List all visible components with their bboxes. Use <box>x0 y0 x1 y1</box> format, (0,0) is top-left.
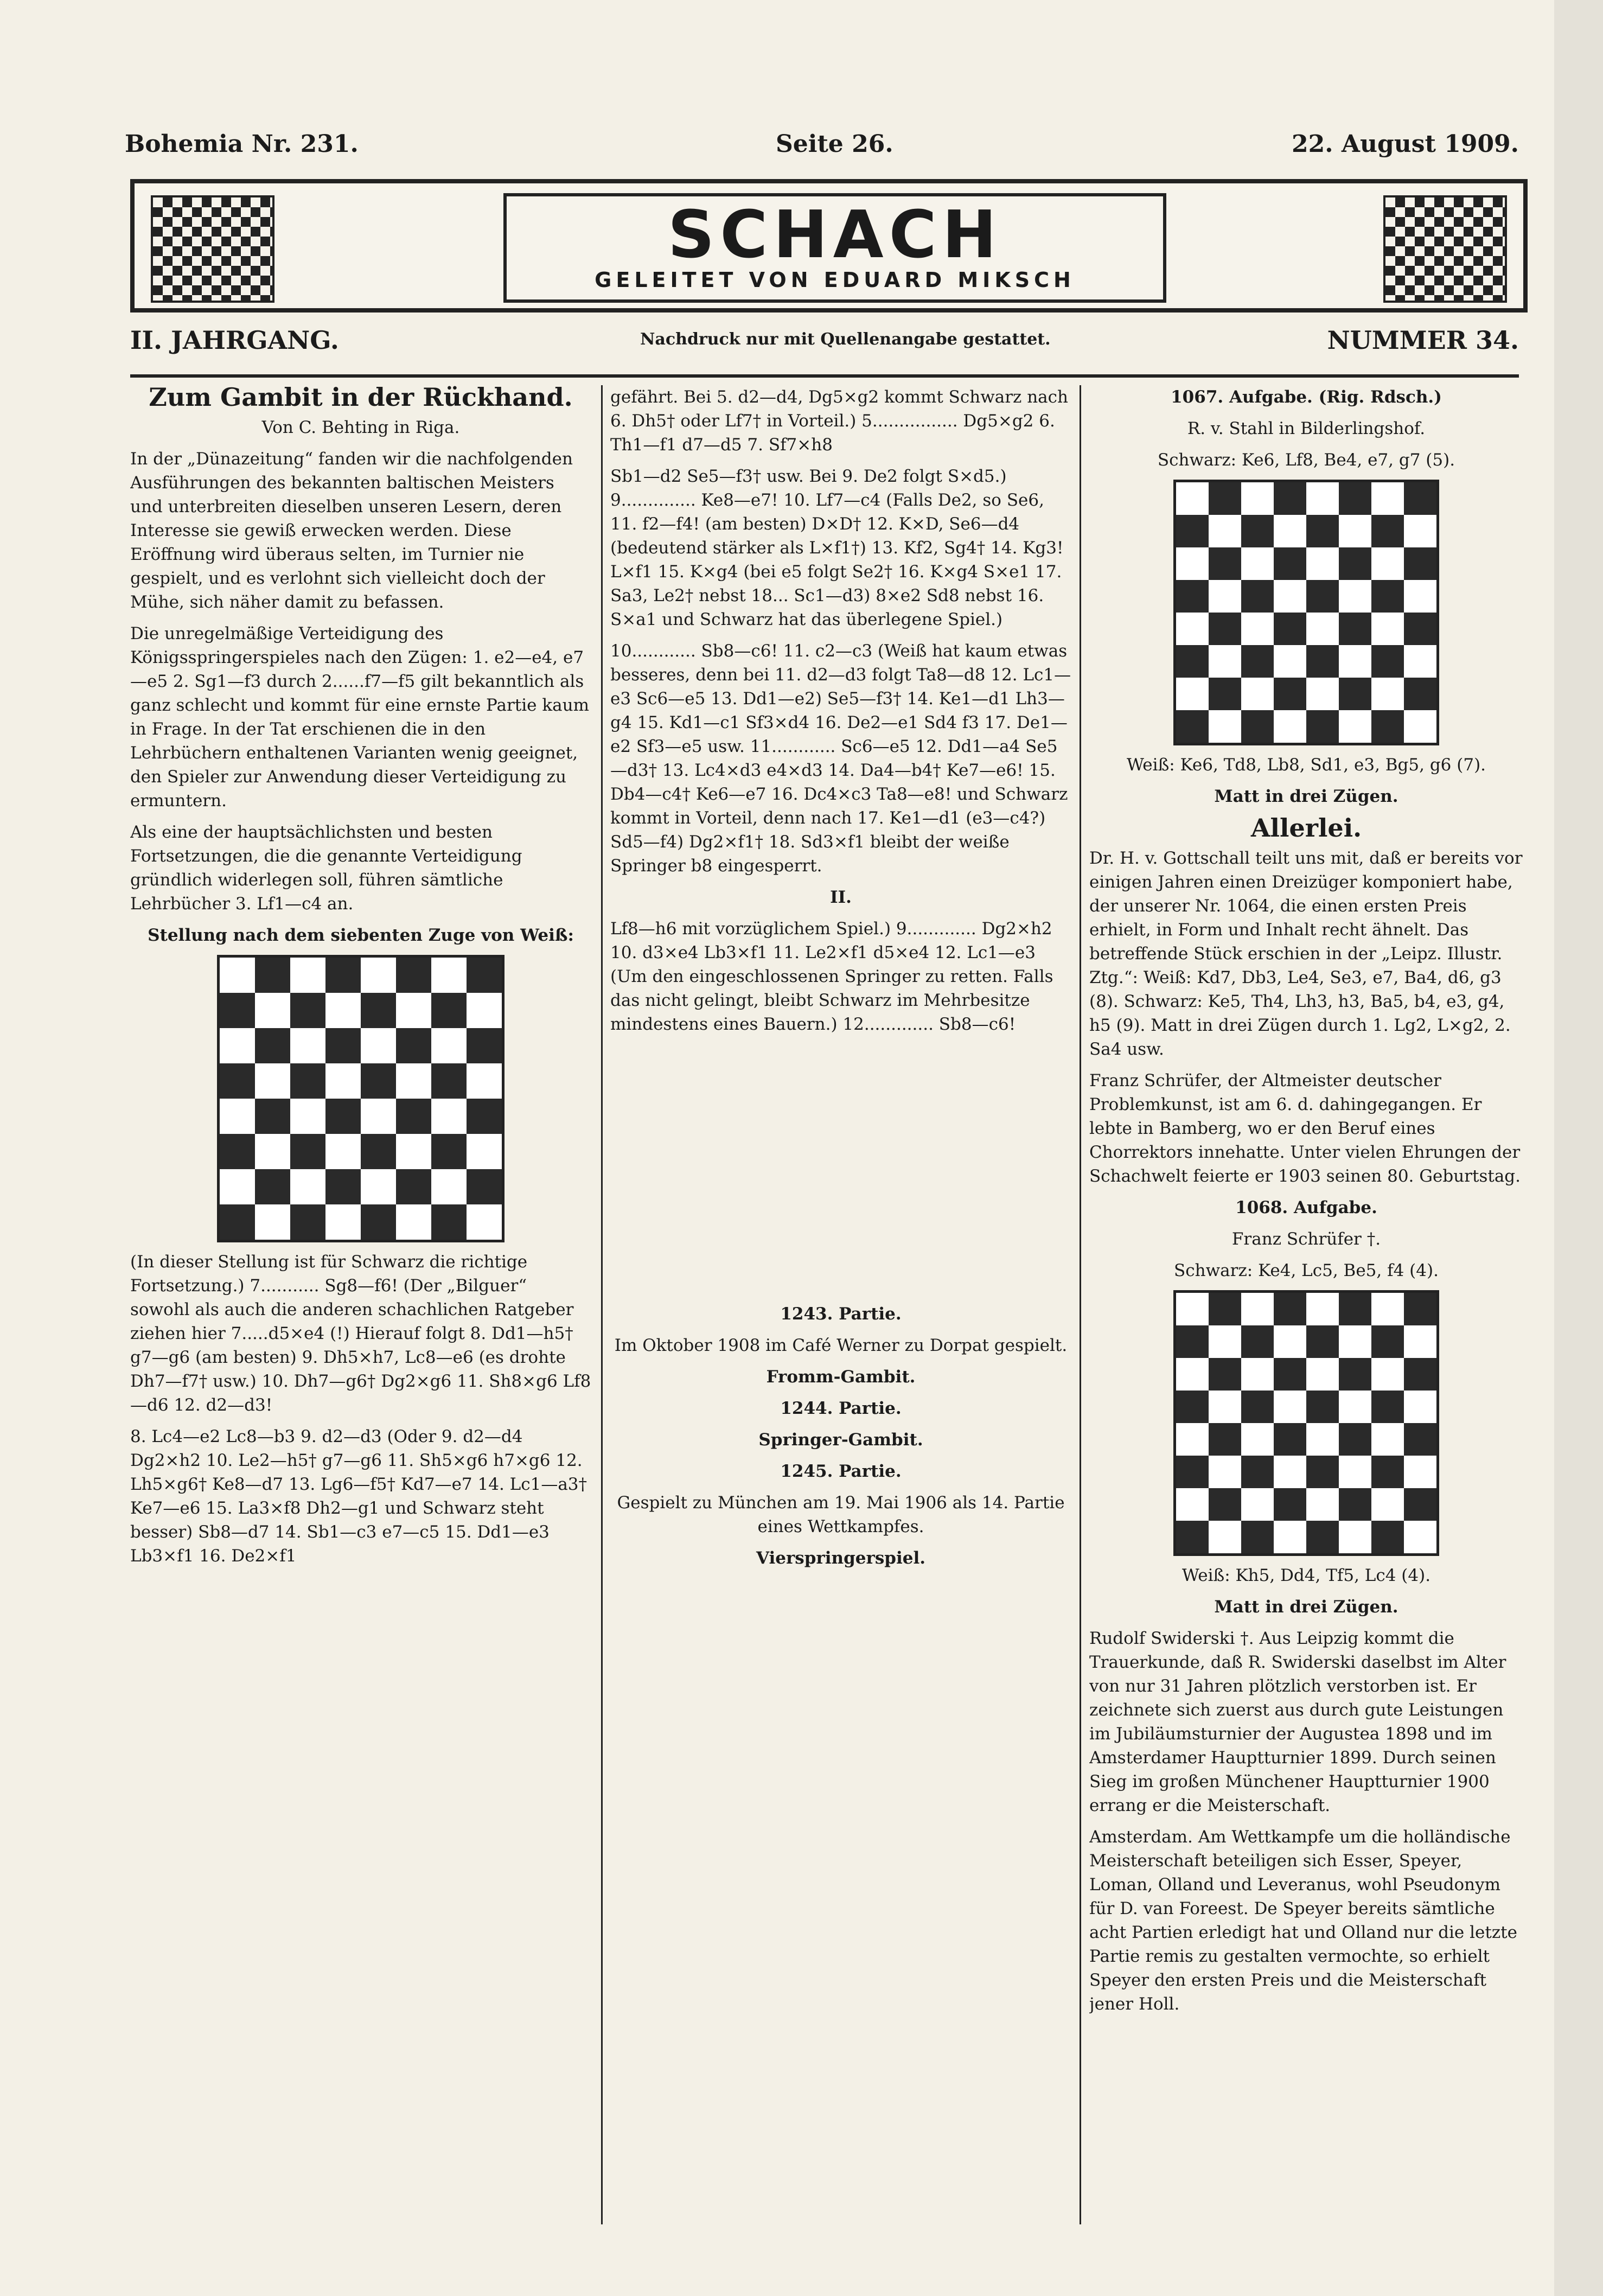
paragraph: Franz Schrüfer, der Altmeister deutscher Problemkunst, ist am 6. d. dahingegangen. Er lebte in Bamberg, wo er den Beruf eines Chorrektors innehatte. Unter vielen Ehrungen der Schachwelt feierte er 1903 seinen 80. Geburtstag. <box>1089 1071 1521 1186</box>
problem-author: R. v. Stahl in Bilderlingshof. <box>1187 419 1426 438</box>
game-heading: 1243. Partie. <box>780 1304 902 1324</box>
chess-diagram <box>1173 480 1439 745</box>
article-byline: Von C. Behting in Riga. <box>261 418 460 437</box>
game-heading: 1245. Partie. <box>780 1462 902 1481</box>
paragraph: 8. Lc4—e2 Lc8—b3 9. d2—d3 (Oder 9. d2—d4 Dg2×h2 10. Le2—h5† g7—g6 11. Sh5×g6 h7×g6 12. Lh5×g6† Ke8—d7 13. Lg6—f5† Kd7—e7 14. Lc1—a3† Ke7—e6 15. La3×f8 Dh2—g1 und Schwarz steht besser) Sb8—d7 14. Sb1—c3 e7—c5 15. Dd1—e3 Lb3×f1 16. De2×f1 <box>130 1427 587 1566</box>
paragraph: Die unregelmäßige Verteidigung des Königsspringerspieles nach den Zügen: 1. e2—e4, e7—e5 2. Sg1—f3 durch 2......f7—f5 gilt bekanntlich als ganz schlecht und kommt für eine ernste Partie kaum in Frage. In der Tat erschienen die in den Lehrbüchern enthaltenen Varianten wenig geeignet, den Spieler zur Anwendung dieser Verteidigung zu ermuntern. <box>130 624 589 811</box>
article-heading: Zum Gambit in der Rückhand. <box>149 385 573 412</box>
page-number: Seite 26. <box>776 130 893 158</box>
chessboard-ornament-right <box>1383 195 1507 303</box>
chess-diagram <box>217 955 504 1242</box>
section-editor: GELEITET VON EDUARD MIKSCH <box>595 268 1075 292</box>
opening-name: Springer-Gambit. <box>758 1430 923 1450</box>
problem-task: Matt in drei Zügen. <box>1214 1597 1398 1617</box>
number-label: NUMMER 34. <box>1327 326 1519 355</box>
game-info: Im Oktober 1908 im Café Werner zu Dorpat gespielt. <box>614 1336 1068 1355</box>
title-box <box>503 193 1166 303</box>
column-3 <box>610 1302 1071 2224</box>
problem-author: Franz Schrüfer †. <box>1231 1229 1381 1249</box>
problem-black: Schwarz: Ke6, Lf8, Be4, e7, g7 (5). <box>1157 450 1455 470</box>
paragraph: Amsterdam. Am Wettkampfe um die holländische Meisterschaft beteiligen sich Esser, Speyer, Loman, Olland und Leveranus, wohl Pseudonym für D. van Foreest. De Speyer bereits sämtliche acht Partien erledigt hat und Olland nur die letzte Partie remis zu gestalten vermochte, so erhielt Speyer den ersten Preis und die Meisterschaft jener Holl. <box>1089 1827 1517 2014</box>
paragraph: (In dieser Stellung ist für Schwarz die richtige Fortsetzung.) 7........... Sg8—f6! (Der „Bilguer“ sowohl als auch die anderen schachlichen Ratgeber ziehen hier 7.....d5×e4 (!) Hierauf folgt 8. Dd1—h5† g7—g6 (am besten) 9. Dh5×h7, Lc8—e6 (es drohte Dh7—f7† usw.) 10. Dh7—g6† Dg2×g6 11. Sh8×g6 Lf8—d6 12. d2—d3! <box>130 1252 591 1415</box>
column-1 <box>130 385 591 2230</box>
section-heading: Allerlei. <box>1250 813 1362 843</box>
paragraph: gefährt. Bei 5. d2—d4, Dg5×g2 kommt Schwarz nach 6. Dh5† oder Lf7† in Vorteil.) 5................ Dg5×g2 6. Th1—f1 d7—d5 7. Sf7×h8 <box>610 387 1068 455</box>
paragraph: In der „Dünazeitung“ fanden wir die nachfolgenden Ausführungen des bekannten baltischen Meisters und unterbreiten dieselben unseren Lesern, deren Interesse sie gewiß erwecken werden. Diese Eröffnung wird überaus selten, im Turnier nie gespielt, und es verlohnt sich vielleicht doch der Mühe, sich näher damit zu befassen. <box>130 449 573 612</box>
opening-name: Vierspringerspiel. <box>756 1548 926 1568</box>
problem-white: Weiß: Ke6, Td8, Lb8, Sd1, e3, Bg5, g6 (7). <box>1126 755 1486 775</box>
page-edge <box>1554 0 1603 2296</box>
chess-diagram <box>1173 1290 1439 1556</box>
section-title: SCHACH <box>667 197 1002 273</box>
game-info: Gespielt zu München am 19. Mai 1906 als 14. Partie eines Wettkampfes. <box>617 1493 1065 1536</box>
diagram-caption: Stellung nach dem siebenten Zuge von Weiß: <box>148 926 574 945</box>
copyright-note: Nachdruck nur mit Quellenangabe gestattet. <box>640 330 1051 349</box>
volume-label: II. JAHRGANG. <box>130 326 339 355</box>
column-4 <box>1089 385 1523 2230</box>
chessboard-ornament-left <box>151 195 274 303</box>
subheader <box>130 326 1519 369</box>
paragraph: Dr. H. v. Gottschall teilt uns mit, daß er bereits vor einigen Jahren einen Dreizüger komponiert habe, der unserer Nr. 1064, die einen ersten Preis erhielt, in Form und Inhalt recht ähnelt. Das betreffende Stück erschien in der „Leipz. Illustr. Ztg.“: Weiß: Kd7, Db3, Le4, Se3, e7, Ba4, d6, g3 (8). Schwarz: Ke5, Th4, Lh3, h3, Ba5, b4, e3, g4, h5 (9). Matt in drei Zügen durch 1. Lg2, L×g2, 2. Sa4 usw. <box>1089 849 1523 1059</box>
problem-task: Matt in drei Zügen. <box>1214 787 1398 806</box>
paragraph: Lf8—h6 mit vorzüglichem Spiel.) 9............. Dg2×h2 10. d3×e4 Lb3×f1 11. Le2×f1 d5×e4 12. Lc1—e3 (Um den eingeschlossenen Springer zu retten. Falls das nicht gelingt, bleibt Schwarz im Mehrbesitze mindestens eines Bauern.) 12............. Sb8—c6! <box>610 919 1053 1034</box>
problem-heading: 1068. Aufgabe. <box>1235 1198 1377 1217</box>
problem-white: Weiß: Kh5, Dd4, Tf5, Lc4 (4). <box>1182 1566 1431 1585</box>
paragraph: Als eine der hauptsächlichsten und besten Fortsetzungen, die die genannte Verteidigung gründlich widerlegen soll, führen sämtliche Lehrbücher 3. Lf1—c4 an. <box>130 822 522 914</box>
column-divider <box>601 385 603 2224</box>
problem-heading: 1067. Aufgabe. (Rig. Rdsch.) <box>1171 387 1442 407</box>
issue-label: Bohemia Nr. 231. <box>125 130 359 158</box>
paragraph: Sb1—d2 Se5—f3† usw. Bei 9. De2 folgt S×d5.) 9.............. Ke8—e7! 10. Lf7—c4 (Falls De2, so Se6, 11. f2—f4! (am besten) D×D† 12. K×D, Se6—d4 (bedeutend stärker als L×f1†) 13. Kf2, Sg4† 14. Kg3! L×f1 15. K×g4 (bei e5 folgt Se2† 16. K×g4 S×e1 17. Sa3, Le2† nebst 18... Sc1—d3) 8×e2 Sd8 nebst 16. S×a1 und Schwarz hat das überlegene Spiel.) <box>610 467 1064 629</box>
header-rule <box>130 374 1519 378</box>
problem-black: Schwarz: Ke4, Lc5, Be5, f4 (4). <box>1174 1261 1439 1280</box>
paragraph: Rudolf Swiderski †. Aus Leipzig kommt die Trauerkunde, daß R. Swiderski daselbst im Alter von nur 31 Jahren plötzlich verstorben ist. Er zeichnete sich zuerst aus durch gute Leistungen im Jubiläumsturnier der Augustea 1898 und im Amsterdamer Hauptturnier 1899. Durch seinen Sieg im großen Münchener Hauptturnier 1900 errang er die Meisterschaft. <box>1089 1629 1506 1815</box>
opening-name: Fromm-Gambit. <box>766 1367 916 1387</box>
section-roman: II. <box>830 888 852 907</box>
column-divider <box>1080 385 1081 2224</box>
masthead <box>130 179 1528 312</box>
paragraph: 10............ Sb8—c6! 11. c2—c3 (Weiß hat kaum etwas besseres, denn bei 11. d2—d3 folgt Ta8—d8 12. Lc1—e3 Sc6—e5 13. Dd1—e2) Se5—f3† 14. Ke1—d1 Lh3—g4 15. Kd1—c1 Sf3×d4 16. De2—e1 Sd4 f3 17. De1—e2 Sf3—e5 usw. 11............ Sc6—e5 12. Dd1—a4 Se5—d3† 13. Lc4×d3 e4×d3 14. Da4—b4† Ke7—e6! 15. Db4—c4† Ke6—e7 16. Dc4×c3 Ta8—e8! und Schwarz kommt in Vorteil, denn nach 17. Ke1—d1 (e3—c4?) Sd5—f4) Dg2×f1† 18. Sd3×f1 bleibt der weiße Springer b8 eingesperrt. <box>610 641 1071 876</box>
issue-date: 22. August 1909. <box>1292 130 1519 158</box>
game-heading: 1244. Partie. <box>780 1399 902 1418</box>
